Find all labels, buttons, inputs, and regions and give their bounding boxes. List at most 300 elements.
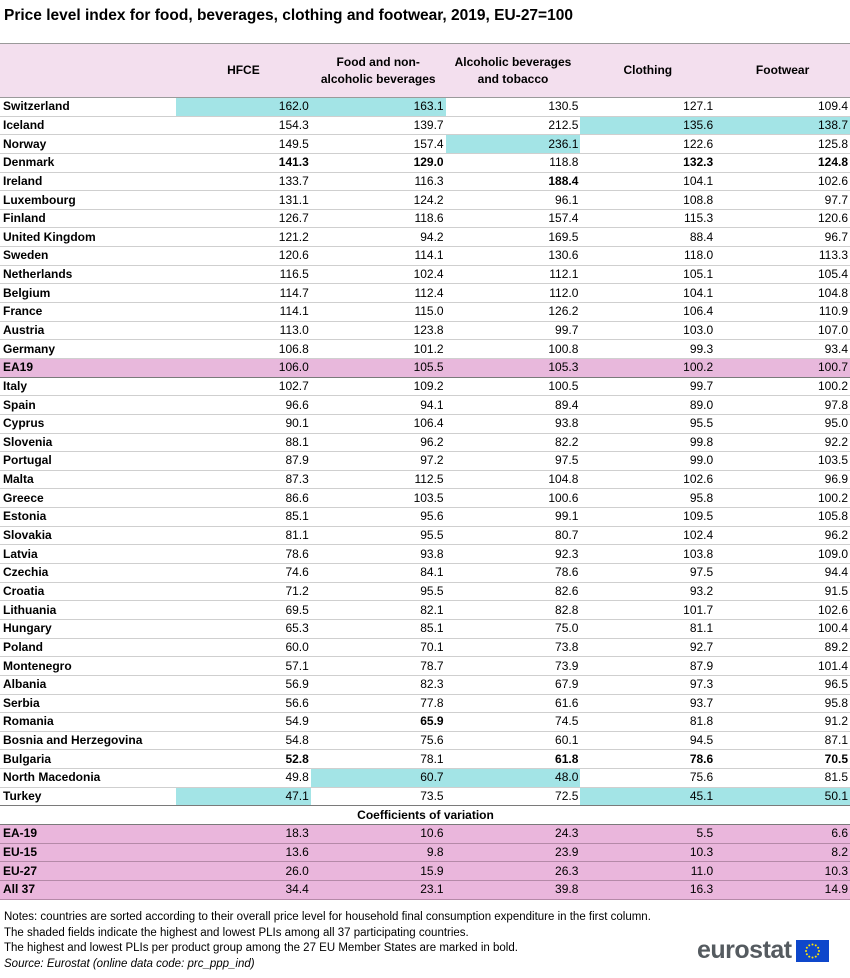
value-cell: 13.6	[176, 843, 311, 862]
value-cell: 139.7	[311, 116, 446, 135]
value-cell: 10.6	[311, 824, 446, 843]
value-cell: 89.2	[715, 638, 850, 657]
country-name: Italy	[0, 377, 176, 396]
value-cell: 87.3	[176, 470, 311, 489]
country-name: Latvia	[0, 545, 176, 564]
eurostat-wordmark: eurostat	[697, 936, 792, 964]
country-name: EU-15	[0, 843, 176, 862]
country-name: Finland	[0, 209, 176, 228]
value-cell: 96.5	[715, 675, 850, 694]
value-cell: 123.8	[311, 321, 446, 340]
header-food: Food and non-alcoholic beverages	[311, 44, 446, 98]
value-cell: 72.5	[446, 787, 581, 806]
country-name: Spain	[0, 396, 176, 415]
value-cell: 78.1	[311, 750, 446, 769]
value-cell: 9.8	[311, 843, 446, 862]
table-row	[0, 396, 850, 415]
country-name: Sweden	[0, 247, 176, 266]
country-name: Germany	[0, 340, 176, 359]
country-name: Norway	[0, 135, 176, 154]
value-cell: 109.4	[715, 98, 850, 117]
header-alcohol: Alcoholic beverages and tobacco	[446, 44, 581, 98]
country-name: Hungary	[0, 619, 176, 638]
value-cell: 105.4	[715, 265, 850, 284]
value-cell: 93.8	[446, 414, 581, 433]
value-cell: 236.1	[446, 135, 581, 154]
value-cell: 95.0	[715, 414, 850, 433]
value-cell: 169.5	[446, 228, 581, 247]
eurostat-logo	[697, 936, 829, 965]
country-name: EA-19	[0, 824, 176, 843]
value-cell: 109.2	[311, 377, 446, 396]
value-cell: 23.9	[446, 843, 581, 862]
value-cell: 18.3	[176, 824, 311, 843]
value-cell: 45.1	[580, 787, 715, 806]
value-cell: 112.4	[311, 284, 446, 303]
value-cell: 212.5	[446, 116, 581, 135]
value-cell: 93.4	[715, 340, 850, 359]
value-cell: 67.9	[446, 675, 581, 694]
value-cell: 118.8	[446, 153, 581, 172]
value-cell: 105.1	[580, 265, 715, 284]
country-name: Czechia	[0, 564, 176, 583]
value-cell: 112.5	[311, 470, 446, 489]
country-name: Portugal	[0, 452, 176, 471]
value-cell: 74.6	[176, 564, 311, 583]
value-cell: 112.0	[446, 284, 581, 303]
value-cell: 87.9	[176, 452, 311, 471]
value-cell: 122.6	[580, 135, 715, 154]
value-cell: 84.1	[311, 564, 446, 583]
value-cell: 106.4	[580, 303, 715, 322]
value-cell: 100.4	[715, 619, 850, 638]
value-cell: 104.1	[580, 284, 715, 303]
flag-star	[817, 946, 819, 948]
value-cell: 16.3	[580, 880, 715, 899]
value-cell: 99.7	[580, 377, 715, 396]
flag-star	[817, 953, 819, 955]
note-line: The shaded fields indicate the highest and lowest PLIs among all 37 participating countries.	[4, 926, 469, 939]
value-cell: 73.9	[446, 657, 581, 676]
value-cell: 82.1	[311, 601, 446, 620]
value-cell: 48.0	[446, 769, 581, 788]
value-cell: 109.5	[580, 508, 715, 527]
value-cell: 115.0	[311, 303, 446, 322]
value-cell: 95.8	[580, 489, 715, 508]
value-cell: 65.9	[311, 713, 446, 732]
table-row	[0, 880, 850, 899]
value-cell: 60.0	[176, 638, 311, 657]
value-cell: 95.5	[311, 526, 446, 545]
table-row	[0, 750, 850, 769]
value-cell: 157.4	[446, 209, 581, 228]
value-cell: 87.9	[580, 657, 715, 676]
price-level-table	[0, 43, 850, 900]
value-cell: 52.8	[176, 750, 311, 769]
page-title: Price level index for food, beverages, clothing and footwear, 2019, EU-27=100	[4, 7, 573, 24]
country-name: Bulgaria	[0, 750, 176, 769]
value-cell: 124.8	[715, 153, 850, 172]
value-cell: 120.6	[715, 209, 850, 228]
value-cell: 97.2	[311, 452, 446, 471]
value-cell: 105.8	[715, 508, 850, 527]
value-cell: 107.0	[715, 321, 850, 340]
value-cell: 105.5	[311, 358, 446, 377]
value-cell: 97.8	[715, 396, 850, 415]
value-cell: 116.5	[176, 265, 311, 284]
value-cell: 92.7	[580, 638, 715, 657]
flag-star	[814, 955, 816, 957]
table-row	[0, 414, 850, 433]
table-row	[0, 787, 850, 806]
value-cell: 82.3	[311, 675, 446, 694]
country-name: EU-27	[0, 862, 176, 881]
country-name: Greece	[0, 489, 176, 508]
value-cell: 114.7	[176, 284, 311, 303]
value-cell: 99.0	[580, 452, 715, 471]
value-cell: 104.8	[715, 284, 850, 303]
value-cell: 102.6	[715, 172, 850, 191]
country-name: Cyprus	[0, 414, 176, 433]
table-row	[0, 582, 850, 601]
value-cell: 112.1	[446, 265, 581, 284]
value-cell: 94.5	[580, 731, 715, 750]
value-cell: 15.9	[311, 862, 446, 881]
value-cell: 100.7	[715, 358, 850, 377]
value-cell: 61.8	[446, 750, 581, 769]
table-row	[0, 228, 850, 247]
header-footwear: Footwear	[715, 44, 850, 98]
value-cell: 60.1	[446, 731, 581, 750]
value-cell: 65.3	[176, 619, 311, 638]
table-body	[0, 98, 850, 900]
value-cell: 85.1	[176, 508, 311, 527]
value-cell: 34.4	[176, 880, 311, 899]
notes	[4, 910, 651, 972]
country-name: EA19	[0, 358, 176, 377]
coefficients-label: Coefficients of variation	[0, 806, 850, 825]
value-cell: 130.5	[446, 98, 581, 117]
value-cell: 73.8	[446, 638, 581, 657]
table-row	[0, 247, 850, 266]
coefficients-header-row	[0, 806, 850, 825]
value-cell: 95.5	[580, 414, 715, 433]
value-cell: 92.3	[446, 545, 581, 564]
value-cell: 130.6	[446, 247, 581, 266]
value-cell: 96.1	[446, 191, 581, 210]
table-row	[0, 769, 850, 788]
country-name: Estonia	[0, 508, 176, 527]
value-cell: 135.6	[580, 116, 715, 135]
value-cell: 75.6	[580, 769, 715, 788]
table-row	[0, 116, 850, 135]
value-cell: 101.4	[715, 657, 850, 676]
value-cell: 138.7	[715, 116, 850, 135]
value-cell: 54.9	[176, 713, 311, 732]
flag-star	[805, 950, 807, 952]
table-row	[0, 601, 850, 620]
value-cell: 82.2	[446, 433, 581, 452]
value-cell: 113.0	[176, 321, 311, 340]
value-cell: 103.8	[580, 545, 715, 564]
value-cell: 26.3	[446, 862, 581, 881]
country-name: Belgium	[0, 284, 176, 303]
value-cell: 106.4	[311, 414, 446, 433]
table-row	[0, 843, 850, 862]
value-cell: 47.1	[176, 787, 311, 806]
value-cell: 93.8	[311, 545, 446, 564]
country-name: Bosnia and Herzegovina	[0, 731, 176, 750]
value-cell: 81.1	[176, 526, 311, 545]
value-cell: 88.1	[176, 433, 311, 452]
value-cell: 116.3	[311, 172, 446, 191]
country-name: Albania	[0, 675, 176, 694]
value-cell: 101.7	[580, 601, 715, 620]
value-cell: 57.1	[176, 657, 311, 676]
value-cell: 73.5	[311, 787, 446, 806]
value-cell: 78.7	[311, 657, 446, 676]
country-name: Netherlands	[0, 265, 176, 284]
value-cell: 95.8	[715, 694, 850, 713]
value-cell: 92.2	[715, 433, 850, 452]
table-row	[0, 657, 850, 676]
value-cell: 56.9	[176, 675, 311, 694]
value-cell: 69.5	[176, 601, 311, 620]
value-cell: 157.4	[311, 135, 446, 154]
value-cell: 108.8	[580, 191, 715, 210]
value-cell: 78.6	[580, 750, 715, 769]
value-cell: 91.5	[715, 582, 850, 601]
flag-star	[808, 944, 810, 946]
value-cell: 80.7	[446, 526, 581, 545]
value-cell: 127.1	[580, 98, 715, 117]
table-row	[0, 731, 850, 750]
value-cell: 10.3	[715, 862, 850, 881]
value-cell: 106.0	[176, 358, 311, 377]
value-cell: 102.6	[580, 470, 715, 489]
value-cell: 75.6	[311, 731, 446, 750]
flag-star	[811, 956, 813, 958]
value-cell: 102.4	[580, 526, 715, 545]
value-cell: 95.5	[311, 582, 446, 601]
country-name: Slovakia	[0, 526, 176, 545]
country-name: Denmark	[0, 153, 176, 172]
value-cell: 132.3	[580, 153, 715, 172]
value-cell: 87.1	[715, 731, 850, 750]
table-row	[0, 452, 850, 471]
value-cell: 154.3	[176, 116, 311, 135]
value-cell: 81.8	[580, 713, 715, 732]
value-cell: 100.2	[580, 358, 715, 377]
value-cell: 96.2	[311, 433, 446, 452]
country-name: Turkey	[0, 787, 176, 806]
country-name: Montenegro	[0, 657, 176, 676]
value-cell: 82.8	[446, 601, 581, 620]
value-cell: 118.6	[311, 209, 446, 228]
value-cell: 26.0	[176, 862, 311, 881]
value-cell: 39.8	[446, 880, 581, 899]
table-row	[0, 172, 850, 191]
table-row	[0, 694, 850, 713]
value-cell: 105.3	[446, 358, 581, 377]
table-row	[0, 98, 850, 117]
value-cell: 88.4	[580, 228, 715, 247]
value-cell: 102.7	[176, 377, 311, 396]
value-cell: 90.1	[176, 414, 311, 433]
value-cell: 50.1	[715, 787, 850, 806]
header-country	[0, 44, 176, 98]
country-name: Romania	[0, 713, 176, 732]
value-cell: 99.1	[446, 508, 581, 527]
country-name: United Kingdom	[0, 228, 176, 247]
value-cell: 93.2	[580, 582, 715, 601]
value-cell: 125.8	[715, 135, 850, 154]
flag-star	[806, 946, 808, 948]
value-cell: 61.6	[446, 694, 581, 713]
value-cell: 93.7	[580, 694, 715, 713]
value-cell: 71.2	[176, 582, 311, 601]
value-cell: 102.6	[715, 601, 850, 620]
table-row	[0, 526, 850, 545]
value-cell: 100.5	[446, 377, 581, 396]
value-cell: 104.1	[580, 172, 715, 191]
value-cell: 49.8	[176, 769, 311, 788]
flag-star	[818, 950, 820, 952]
value-cell: 97.5	[580, 564, 715, 583]
country-name: Lithuania	[0, 601, 176, 620]
value-cell: 75.0	[446, 619, 581, 638]
value-cell: 94.1	[311, 396, 446, 415]
value-cell: 96.6	[176, 396, 311, 415]
value-cell: 115.3	[580, 209, 715, 228]
value-cell: 103.5	[715, 452, 850, 471]
value-cell: 110.9	[715, 303, 850, 322]
value-cell: 118.0	[580, 247, 715, 266]
country-name: Iceland	[0, 116, 176, 135]
value-cell: 85.1	[311, 619, 446, 638]
value-cell: 106.8	[176, 340, 311, 359]
table-row	[0, 508, 850, 527]
value-cell: 102.4	[311, 265, 446, 284]
value-cell: 97.5	[446, 452, 581, 471]
flag-star	[806, 953, 808, 955]
value-cell: 97.3	[580, 675, 715, 694]
country-name: Austria	[0, 321, 176, 340]
value-cell: 77.8	[311, 694, 446, 713]
value-cell: 96.9	[715, 470, 850, 489]
value-cell: 81.5	[715, 769, 850, 788]
table-row	[0, 284, 850, 303]
value-cell: 131.1	[176, 191, 311, 210]
value-cell: 109.0	[715, 545, 850, 564]
value-cell: 94.4	[715, 564, 850, 583]
value-cell: 120.6	[176, 247, 311, 266]
country-name: All 37	[0, 880, 176, 899]
value-cell: 104.8	[446, 470, 581, 489]
value-cell: 78.6	[176, 545, 311, 564]
value-cell: 54.8	[176, 731, 311, 750]
value-cell: 103.0	[580, 321, 715, 340]
value-cell: 100.2	[715, 377, 850, 396]
flag-star	[811, 943, 813, 945]
value-cell: 101.2	[311, 340, 446, 359]
value-cell: 96.7	[715, 228, 850, 247]
value-cell: 124.2	[311, 191, 446, 210]
table-row	[0, 209, 850, 228]
value-cell: 99.3	[580, 340, 715, 359]
country-name: Malta	[0, 470, 176, 489]
value-cell: 56.6	[176, 694, 311, 713]
value-cell: 89.4	[446, 396, 581, 415]
value-cell: 129.0	[311, 153, 446, 172]
country-name: France	[0, 303, 176, 322]
value-cell: 89.0	[580, 396, 715, 415]
country-name: Serbia	[0, 694, 176, 713]
country-name: Poland	[0, 638, 176, 657]
value-cell: 70.1	[311, 638, 446, 657]
value-cell: 70.5	[715, 750, 850, 769]
value-cell: 114.1	[176, 303, 311, 322]
note-line: The highest and lowest PLIs per product group among the 27 EU Member States are marked in bold.	[4, 942, 518, 954]
value-cell: 8.2	[715, 843, 850, 862]
value-cell: 82.6	[446, 582, 581, 601]
value-cell: 113.3	[715, 247, 850, 266]
table-row	[0, 377, 850, 396]
value-cell: 5.5	[580, 824, 715, 843]
value-cell: 126.7	[176, 209, 311, 228]
table-row	[0, 303, 850, 322]
value-cell: 81.1	[580, 619, 715, 638]
value-cell: 100.6	[446, 489, 581, 508]
header-clothing: Clothing	[580, 44, 715, 98]
note-line: Notes: countries are sorted according to their overall price level for household final consumption expenditure in the first column.	[4, 911, 651, 923]
table-row	[0, 340, 850, 359]
value-cell: 95.6	[311, 508, 446, 527]
table-row	[0, 265, 850, 284]
value-cell: 11.0	[580, 862, 715, 881]
table-row	[0, 638, 850, 657]
country-name: Switzerland	[0, 98, 176, 117]
table-row	[0, 489, 850, 508]
value-cell: 91.2	[715, 713, 850, 732]
value-cell: 149.5	[176, 135, 311, 154]
value-cell: 74.5	[446, 713, 581, 732]
table-row	[0, 153, 850, 172]
value-cell: 163.1	[311, 98, 446, 117]
value-cell: 133.7	[176, 172, 311, 191]
table-row	[0, 713, 850, 732]
value-cell: 24.3	[446, 824, 581, 843]
table-row	[0, 358, 850, 377]
eu-flag-icon	[796, 940, 829, 962]
value-cell: 99.8	[580, 433, 715, 452]
table-row	[0, 824, 850, 843]
country-name: North Macedonia	[0, 769, 176, 788]
value-cell: 96.2	[715, 526, 850, 545]
table-row	[0, 675, 850, 694]
value-cell: 188.4	[446, 172, 581, 191]
value-cell: 126.2	[446, 303, 581, 322]
value-cell: 121.2	[176, 228, 311, 247]
table-row	[0, 619, 850, 638]
value-cell: 14.9	[715, 880, 850, 899]
value-cell: 86.6	[176, 489, 311, 508]
value-cell: 162.0	[176, 98, 311, 117]
header-hfce: HFCE	[176, 44, 311, 98]
country-name: Ireland	[0, 172, 176, 191]
value-cell: 78.6	[446, 564, 581, 583]
value-cell: 103.5	[311, 489, 446, 508]
